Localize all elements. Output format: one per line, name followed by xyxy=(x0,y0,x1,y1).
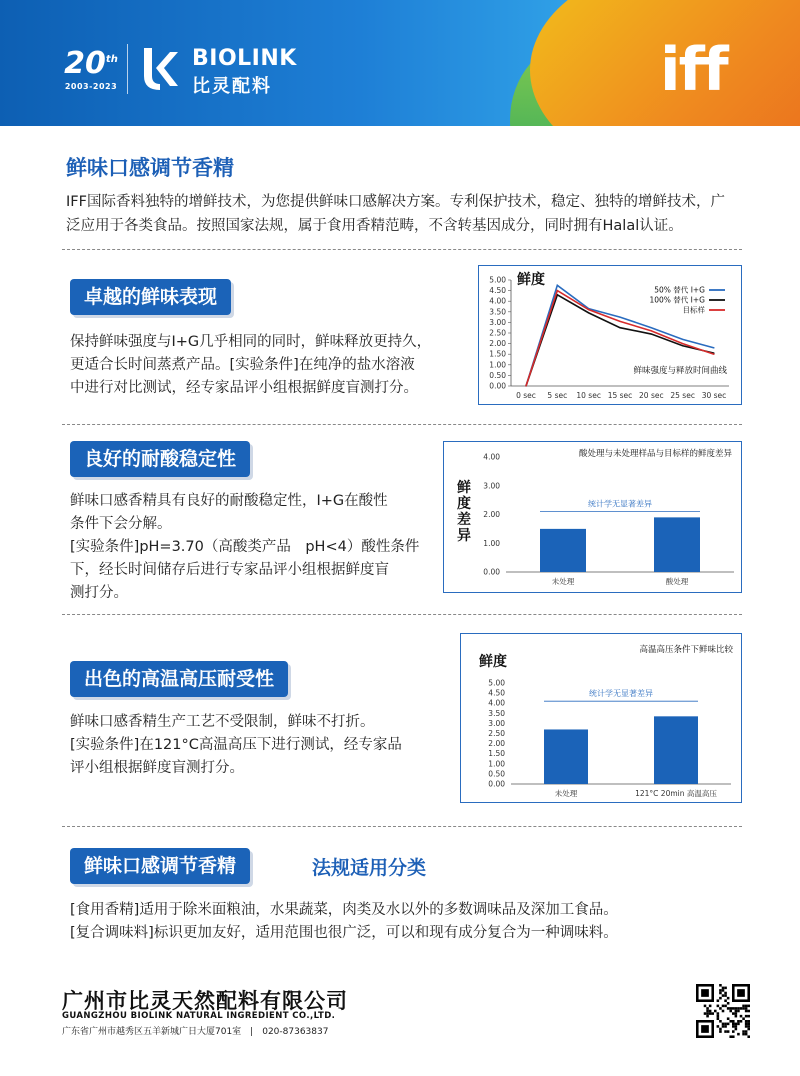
chart-title: 酸处理与未处理样品与目标样的鲜度差异 xyxy=(578,449,732,459)
legend-label-0: 50% 替代 I+G xyxy=(654,285,705,295)
section-title-umami: 卓越的鲜味表现 xyxy=(70,279,231,315)
y-tick-label: 3.50 xyxy=(489,307,506,317)
y-tick-label: 5.00 xyxy=(488,678,505,688)
section-title-heat: 出色的高温高压耐受性 xyxy=(70,661,288,697)
biolink-logo-icon xyxy=(140,46,180,92)
section-text-acid: 鲜味口感香精具有良好的耐酸稳定性，I+G在酸性 条件下会分解。 [实验条件]pH=3.70（高酸类产品 pH<4）酸性条件 下，经长时间储存后进行专家品评小组根据鲜度盲 测打分。 xyxy=(70,493,420,601)
y-tick-label: 5.00 xyxy=(489,275,506,285)
company-name-en: GUANGZHOU BIOLINK NATURAL INGREDIENT CO.,LTD. xyxy=(62,1011,336,1021)
y-tick-label: 3.50 xyxy=(488,708,505,718)
x-tick-label: 未处理 xyxy=(554,789,578,798)
y-tick-label: 2.00 xyxy=(483,510,500,519)
y-tick-label: 3.00 xyxy=(483,481,500,491)
bar xyxy=(654,517,700,572)
y-tick-label: 0.50 xyxy=(489,370,506,380)
anniversary-years: 2003-2023 xyxy=(64,82,118,91)
y-tick-label: 3.00 xyxy=(488,718,505,728)
series-point-2 xyxy=(588,309,589,310)
divider xyxy=(62,614,742,615)
bar xyxy=(654,716,698,784)
series-point-2 xyxy=(651,330,652,331)
y-tick-label: 4.50 xyxy=(488,688,505,698)
series-point-0 xyxy=(557,285,558,286)
y-tick-label: 0.00 xyxy=(489,381,506,391)
x-tick-label: 0 sec xyxy=(516,391,536,400)
y-tick-label: 4.00 xyxy=(483,452,500,462)
chart-annotation: 统计学无显著差异 xyxy=(589,689,653,699)
bar-chart-acid-stability xyxy=(443,441,742,593)
series-point-1 xyxy=(619,327,620,328)
x-tick-label: 5 sec xyxy=(547,391,568,400)
y-tick-label: 0.00 xyxy=(483,567,500,577)
header-divider xyxy=(127,44,128,94)
y-tick-label: 0.00 xyxy=(488,779,505,789)
series-point-0 xyxy=(651,327,652,328)
bar xyxy=(544,729,588,784)
y-tick-label: 4.00 xyxy=(489,296,506,306)
x-tick-label: 10 sec xyxy=(576,391,601,400)
bar-chart-heat-pressure xyxy=(460,633,742,803)
y-tick-label: 1.00 xyxy=(489,360,506,370)
divider xyxy=(62,826,742,827)
brand-name-en: BIOLINK xyxy=(192,46,297,71)
chart-annotation: 统计学无显著差异 xyxy=(588,499,652,509)
series-point-2 xyxy=(525,385,526,386)
company-name-cn: 广州市比灵天然配料有限公司 xyxy=(62,989,348,1013)
intro-text: IFF国际香料独特的增鲜技术，为您提供鲜味口感解决方案。专利保护技术，稳定、独特的增鲜技术，广泛应用于各类食品。按照国家法规，属于食用香精范畴，不含转基因成分，同时拥有Halal认证。 xyxy=(66,194,725,234)
x-tick-label: 未处理 xyxy=(551,577,575,586)
qr-code-icon[interactable] xyxy=(696,984,750,1038)
x-tick-label: 30 sec xyxy=(701,391,727,400)
x-tick-label: 121°C 20min 高温高压 xyxy=(635,789,717,798)
y-axis-label: 鲜度 xyxy=(479,654,507,670)
series-point-1 xyxy=(651,333,652,334)
brand-name-cn: 比灵配料 xyxy=(192,76,272,97)
section-text-regulation: [食用香精]适用于除米面粮油，水果蔬菜，肉类及水以外的多数调味品及深加工食品。 [复合调味料]标识更加友好，适用范围也很广泛，可以和现有成分复合为一种调味料。 xyxy=(70,902,618,941)
series-point-1 xyxy=(588,312,589,313)
y-tick-label: 2.00 xyxy=(488,739,505,749)
bar xyxy=(540,529,586,572)
y-tick-label: 1.50 xyxy=(489,349,506,359)
section-title-regulation: 鲜味口感调节香精 xyxy=(70,848,250,884)
series-point-1 xyxy=(682,345,683,346)
series-point-0 xyxy=(619,317,620,318)
chart-annotation: 鲜味强度与释放时间曲线 xyxy=(633,366,727,376)
x-tick-label: 25 sec xyxy=(670,391,695,400)
series-point-0 xyxy=(713,347,714,348)
y-tick-label: 1.50 xyxy=(488,749,505,759)
legend-label-2: 目标样 xyxy=(682,305,705,315)
x-tick-label: 15 sec xyxy=(607,391,633,400)
chart-title: 鲜度 xyxy=(517,272,545,288)
main-title: 鲜味口感调节香精 xyxy=(66,156,234,180)
y-tick-label: 1.00 xyxy=(483,538,500,548)
series-point-2 xyxy=(619,321,620,322)
y-tick-label: 2.00 xyxy=(489,339,506,349)
series-point-2 xyxy=(682,343,683,344)
series-point-2 xyxy=(713,354,714,355)
divider xyxy=(62,249,742,250)
y-axis-label: 鲜度差异 xyxy=(457,480,471,544)
x-tick-label: 20 sec xyxy=(639,391,664,400)
company-address: 广东省广州市越秀区五羊新城广日大厦701室 | 020-87363837 xyxy=(62,1027,329,1037)
x-tick-label: 酸处理 xyxy=(665,577,689,586)
y-tick-label: 0.50 xyxy=(488,769,505,779)
section-subtitle-regulation: 法规适用分类 xyxy=(312,857,427,879)
divider xyxy=(62,424,742,425)
y-tick-label: 1.00 xyxy=(488,759,505,769)
y-tick-label: 3.00 xyxy=(489,317,506,327)
y-tick-label: 4.50 xyxy=(489,286,506,296)
y-tick-label: 4.00 xyxy=(488,698,505,708)
y-tick-label: 2.50 xyxy=(488,729,505,738)
section-text-umami: 保持鲜味强度与I+G几乎相同的同时，鲜味释放更持久， 更适合长时间蒸煮产品。[实验条件]在纯净的盐水溶液 中进行对比测试，经专家品评小组根据鲜度盲测打分。 xyxy=(70,334,432,396)
iff-logo: iff xyxy=(660,35,727,105)
y-tick-label: 2.50 xyxy=(489,328,506,338)
line-chart-umami-release xyxy=(478,265,742,405)
anniversary-logo: 20th 2003-2023 xyxy=(60,44,122,94)
chart-title: 高温高压条件下鲜味比较 xyxy=(639,645,733,655)
series-point-0 xyxy=(682,339,683,340)
legend-label-1: 100% 替代 I+G xyxy=(649,295,705,305)
series-point-2 xyxy=(557,290,558,291)
section-text-heat: 鲜味口感香精生产工艺不受限制，鲜味不打折。 [实验条件]在121°C高温高压下进行测试，经专家品 评小组根据鲜度盲测打分。 xyxy=(70,714,402,776)
section-title-acid: 良好的耐酸稳定性 xyxy=(70,441,250,477)
header-banner xyxy=(0,0,800,126)
